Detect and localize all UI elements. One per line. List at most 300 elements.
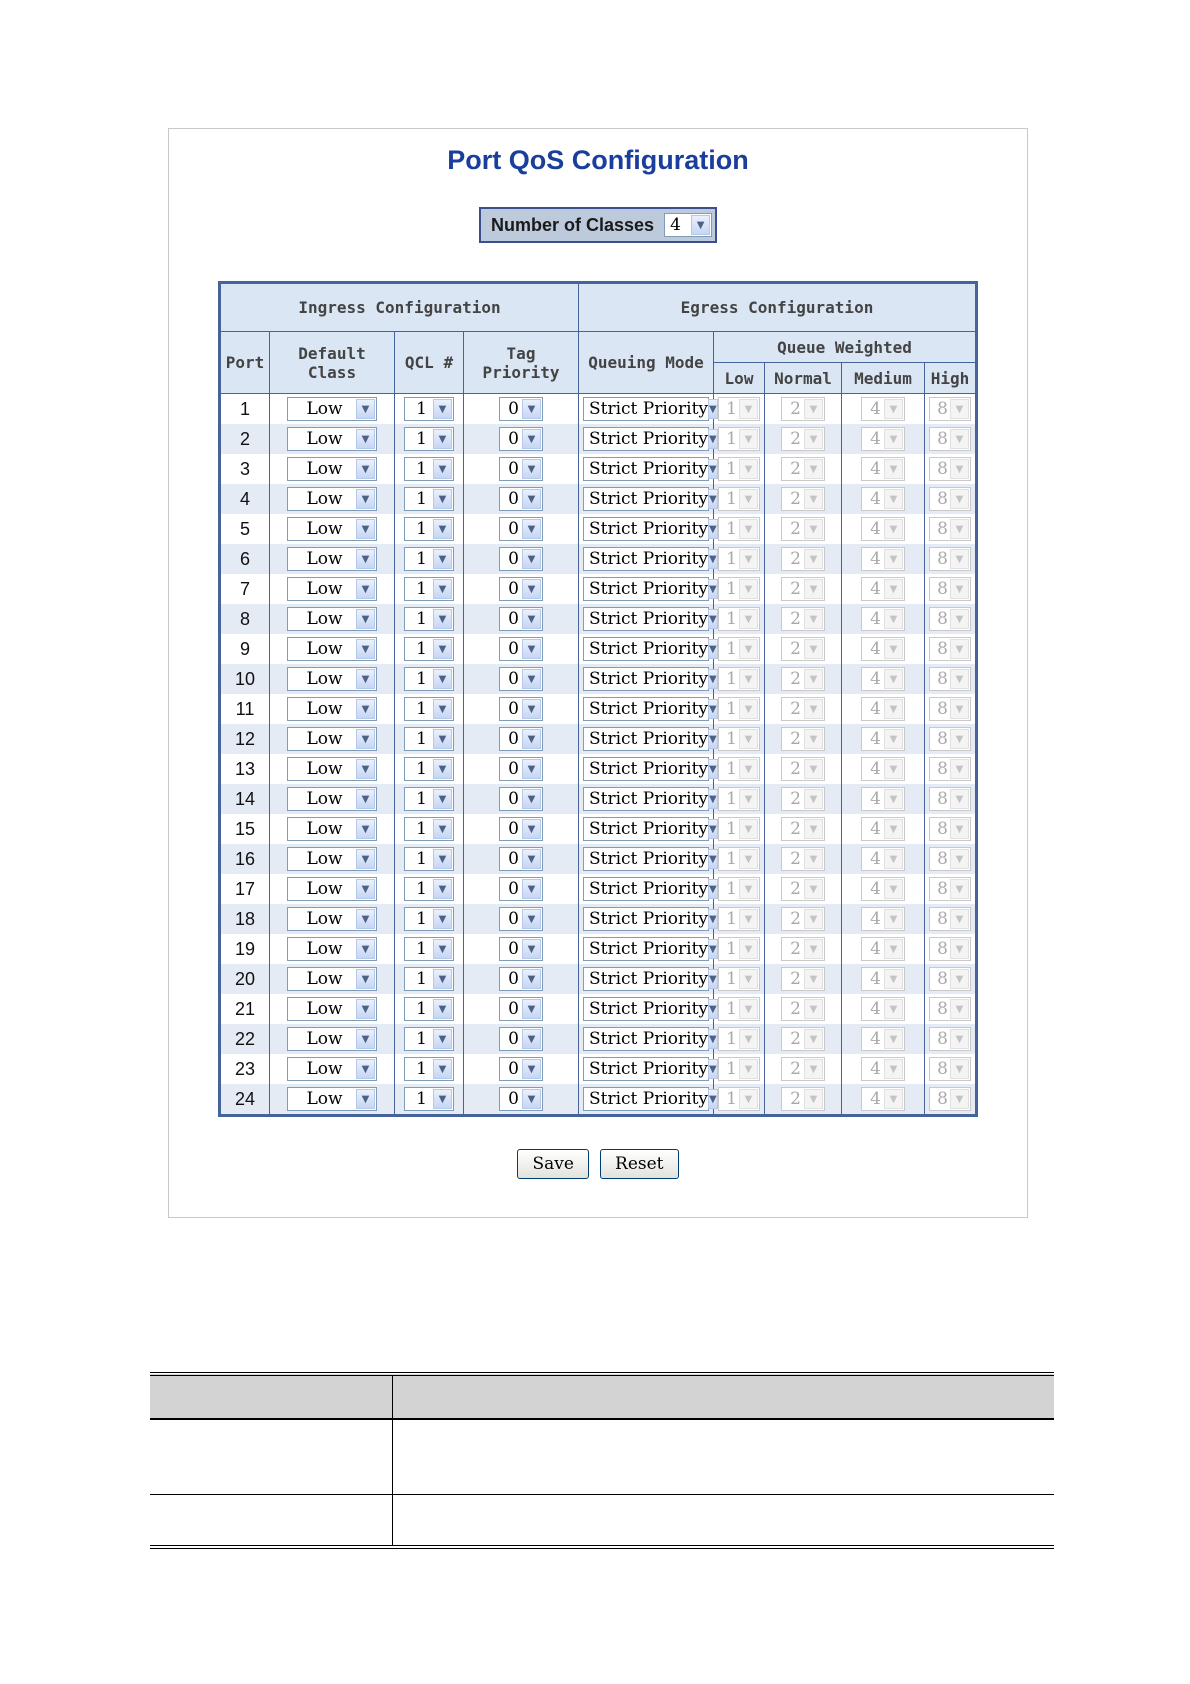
tag-priority-select[interactable] xyxy=(499,877,543,901)
default-class-select[interactable] xyxy=(287,787,377,811)
reset-button[interactable]: Reset xyxy=(600,1149,678,1179)
queuing-mode-select[interactable] xyxy=(583,787,717,811)
low-weight-select-value: 1 xyxy=(726,849,737,869)
qcl-select[interactable] xyxy=(404,517,454,541)
default-class-select[interactable] xyxy=(287,817,377,841)
tag-priority-select-value: 0 xyxy=(508,849,519,869)
chevron-down-icon: ▼ xyxy=(804,429,823,449)
tag-priority-select-value: 0 xyxy=(508,729,519,749)
low-weight-select xyxy=(718,547,760,571)
low-weight-select xyxy=(718,817,760,841)
port-qos-table xyxy=(218,281,978,1117)
high-weight-select xyxy=(929,457,971,481)
medium-weight-select xyxy=(861,637,905,661)
port-number: 17 xyxy=(220,874,270,904)
queuing-mode-select[interactable] xyxy=(583,847,717,871)
chevron-down-icon: ▼ xyxy=(433,729,452,749)
normal-weight-select xyxy=(781,1027,825,1051)
default-class-select[interactable] xyxy=(287,907,377,931)
chevron-down-icon: ▼ xyxy=(522,1089,541,1109)
low-weight-select xyxy=(718,697,760,721)
chevron-down-icon: ▼ xyxy=(356,939,375,959)
queuing-mode-select[interactable] xyxy=(583,757,717,781)
low-weight-select xyxy=(718,667,760,691)
high-weight-select-value: 8 xyxy=(937,909,948,929)
qcl-column-header: QCL # xyxy=(395,332,464,394)
chevron-down-icon: ▼ xyxy=(356,759,375,779)
tag-priority-column-header: Tag Priority xyxy=(464,332,579,394)
qcl-select[interactable] xyxy=(404,487,454,511)
chevron-down-icon: ▼ xyxy=(522,489,541,509)
tag-priority-select[interactable] xyxy=(499,487,543,511)
description-row xyxy=(150,1495,1054,1548)
qcl-select[interactable] xyxy=(404,997,454,1021)
low-weight-column-header: Low xyxy=(714,363,765,394)
high-weight-select-value: 8 xyxy=(937,549,948,569)
tag-priority-select-value: 0 xyxy=(508,639,519,659)
high-weight-select xyxy=(929,787,971,811)
port-qos-panel xyxy=(168,128,1028,1218)
default-class-select-value: Low xyxy=(306,429,343,449)
medium-weight-select-value: 4 xyxy=(870,579,881,599)
qcl-select[interactable] xyxy=(404,1087,454,1111)
chevron-down-icon: ▼ xyxy=(884,699,903,719)
chevron-down-icon: ▼ xyxy=(950,489,969,509)
port-number: 19 xyxy=(220,934,270,964)
default-class-select[interactable] xyxy=(287,457,377,481)
tag-priority-select-value: 0 xyxy=(508,579,519,599)
queuing-mode-select[interactable] xyxy=(583,547,717,571)
tag-priority-select[interactable] xyxy=(499,457,543,481)
low-weight-select-value: 1 xyxy=(726,609,737,629)
qcl-select[interactable] xyxy=(404,817,454,841)
chevron-down-icon: ▼ xyxy=(433,759,452,779)
default-class-select[interactable] xyxy=(287,1027,377,1051)
chevron-down-icon: ▼ xyxy=(739,489,758,509)
tag-priority-select[interactable] xyxy=(499,817,543,841)
chevron-down-icon: ▼ xyxy=(356,399,375,419)
queuing-mode-select[interactable] xyxy=(583,457,717,481)
tag-priority-select[interactable] xyxy=(499,667,543,691)
chevron-down-icon: ▼ xyxy=(522,579,541,599)
chevron-down-icon: ▼ xyxy=(804,849,823,869)
table-row xyxy=(220,724,977,754)
qcl-select[interactable] xyxy=(404,787,454,811)
chevron-down-icon: ▼ xyxy=(356,729,375,749)
chevron-down-icon: ▼ xyxy=(356,639,375,659)
tag-priority-select-value: 0 xyxy=(508,1029,519,1049)
chevron-down-icon: ▼ xyxy=(522,759,541,779)
high-weight-select-value: 8 xyxy=(937,849,948,869)
tag-priority-select[interactable] xyxy=(499,967,543,991)
high-weight-select xyxy=(929,1027,971,1051)
low-weight-select-value: 1 xyxy=(726,519,737,539)
chevron-down-icon: ▼ xyxy=(708,819,718,839)
queuing-mode-select[interactable] xyxy=(583,907,717,931)
chevron-down-icon: ▼ xyxy=(804,579,823,599)
tag-priority-select[interactable] xyxy=(499,397,543,421)
qcl-select-value: 1 xyxy=(416,729,427,749)
low-weight-select-value: 1 xyxy=(726,819,737,839)
port-number: 10 xyxy=(220,664,270,694)
chevron-down-icon: ▼ xyxy=(739,819,758,839)
default-class-select-value: Low xyxy=(306,789,343,809)
high-weight-select-value: 8 xyxy=(937,519,948,539)
tag-priority-select-value: 0 xyxy=(508,429,519,449)
tag-priority-select[interactable] xyxy=(499,727,543,751)
table-row xyxy=(220,544,977,574)
chevron-down-icon: ▼ xyxy=(739,1089,758,1109)
qcl-select[interactable] xyxy=(404,607,454,631)
queuing-mode-select[interactable] xyxy=(583,517,717,541)
chevron-down-icon: ▼ xyxy=(356,579,375,599)
table-row xyxy=(220,454,977,484)
queuing-mode-select[interactable] xyxy=(583,1087,717,1111)
queuing-mode-select-value: Strict Priority xyxy=(589,459,709,479)
chevron-down-icon: ▼ xyxy=(356,429,375,449)
chevron-down-icon: ▼ xyxy=(884,729,903,749)
chevron-down-icon: ▼ xyxy=(433,489,452,509)
normal-weight-select xyxy=(781,667,825,691)
low-weight-select-value: 1 xyxy=(726,1059,737,1079)
default-class-select[interactable] xyxy=(287,1057,377,1081)
chevron-down-icon: ▼ xyxy=(739,579,758,599)
tag-priority-select[interactable] xyxy=(499,547,543,571)
default-class-select[interactable] xyxy=(287,547,377,571)
queuing-mode-select[interactable] xyxy=(583,997,717,1021)
default-class-select[interactable] xyxy=(287,757,377,781)
high-weight-select-value: 8 xyxy=(937,879,948,899)
chevron-down-icon: ▼ xyxy=(950,429,969,449)
chevron-down-icon: ▼ xyxy=(708,519,718,539)
chevron-down-icon: ▼ xyxy=(356,1029,375,1049)
medium-weight-select xyxy=(861,517,905,541)
medium-weight-select-value: 4 xyxy=(870,549,881,569)
chevron-down-icon: ▼ xyxy=(739,399,758,419)
description-table xyxy=(150,1372,1054,1549)
chevron-down-icon: ▼ xyxy=(804,399,823,419)
qcl-select[interactable] xyxy=(404,757,454,781)
default-class-select[interactable] xyxy=(287,427,377,451)
chevron-down-icon: ▼ xyxy=(739,1029,758,1049)
chevron-down-icon: ▼ xyxy=(356,549,375,569)
chevron-down-icon: ▼ xyxy=(356,909,375,929)
tag-priority-select[interactable] xyxy=(499,907,543,931)
qcl-select[interactable] xyxy=(404,397,454,421)
queuing-mode-select[interactable] xyxy=(583,667,717,691)
chevron-down-icon: ▼ xyxy=(950,909,969,929)
qcl-select-value: 1 xyxy=(416,609,427,629)
low-weight-select-value: 1 xyxy=(726,669,737,689)
default-class-select[interactable] xyxy=(287,667,377,691)
normal-weight-select-value: 2 xyxy=(790,939,801,959)
chevron-down-icon: ▼ xyxy=(433,399,452,419)
qcl-select-value: 1 xyxy=(416,999,427,1019)
port-number: 20 xyxy=(220,964,270,994)
chevron-down-icon: ▼ xyxy=(950,519,969,539)
high-weight-select-value: 8 xyxy=(937,939,948,959)
chevron-down-icon: ▼ xyxy=(950,999,969,1019)
port-number: 24 xyxy=(220,1084,270,1116)
low-weight-select-value: 1 xyxy=(726,909,737,929)
normal-weight-select-value: 2 xyxy=(790,579,801,599)
tag-priority-select-value: 0 xyxy=(508,819,519,839)
tag-priority-select[interactable] xyxy=(499,787,543,811)
low-weight-select xyxy=(718,787,760,811)
chevron-down-icon: ▼ xyxy=(739,459,758,479)
chevron-down-icon: ▼ xyxy=(739,1059,758,1079)
default-class-select[interactable] xyxy=(287,847,377,871)
chevron-down-icon: ▼ xyxy=(522,969,541,989)
chevron-down-icon: ▼ xyxy=(739,999,758,1019)
chevron-down-icon: ▼ xyxy=(739,849,758,869)
low-weight-select xyxy=(718,637,760,661)
medium-weight-select-value: 4 xyxy=(870,1029,881,1049)
table-row xyxy=(220,394,977,425)
tag-priority-select-value: 0 xyxy=(508,1059,519,1079)
chevron-down-icon: ▼ xyxy=(884,519,903,539)
chevron-down-icon: ▼ xyxy=(884,939,903,959)
qcl-select-value: 1 xyxy=(416,699,427,719)
default-class-select-value: Low xyxy=(306,639,343,659)
qcl-select-value: 1 xyxy=(416,639,427,659)
qcl-select[interactable] xyxy=(404,667,454,691)
medium-weight-select-value: 4 xyxy=(870,939,881,959)
queuing-mode-select[interactable] xyxy=(583,877,717,901)
normal-weight-select xyxy=(781,727,825,751)
table-row xyxy=(220,604,977,634)
chevron-down-icon: ▼ xyxy=(522,1059,541,1079)
chevron-down-icon: ▼ xyxy=(433,459,452,479)
chevron-down-icon: ▼ xyxy=(433,819,452,839)
chevron-down-icon: ▼ xyxy=(708,489,718,509)
qcl-select-value: 1 xyxy=(416,939,427,959)
default-class-select[interactable] xyxy=(287,997,377,1021)
chevron-down-icon: ▼ xyxy=(708,609,718,629)
qcl-select[interactable] xyxy=(404,967,454,991)
tag-priority-select[interactable] xyxy=(499,637,543,661)
chevron-down-icon: ▼ xyxy=(804,909,823,929)
default-class-select-value: Low xyxy=(306,459,343,479)
default-class-select[interactable] xyxy=(287,1087,377,1111)
port-column-header: Port xyxy=(220,332,270,394)
default-class-select-value: Low xyxy=(306,489,343,509)
queuing-mode-select[interactable] xyxy=(583,487,717,511)
tag-priority-select[interactable] xyxy=(499,427,543,451)
chevron-down-icon: ▼ xyxy=(739,759,758,779)
normal-weight-select xyxy=(781,637,825,661)
qcl-select-value: 1 xyxy=(416,969,427,989)
tag-priority-select[interactable] xyxy=(499,1087,543,1111)
medium-weight-select xyxy=(861,907,905,931)
chevron-down-icon: ▼ xyxy=(739,429,758,449)
default-class-select[interactable] xyxy=(287,577,377,601)
chevron-down-icon: ▼ xyxy=(433,909,452,929)
normal-weight-select-value: 2 xyxy=(790,429,801,449)
default-class-select[interactable] xyxy=(287,487,377,511)
description-header-row xyxy=(150,1374,1054,1419)
chevron-down-icon: ▼ xyxy=(950,1029,969,1049)
default-class-select[interactable] xyxy=(287,937,377,961)
queuing-mode-select[interactable] xyxy=(583,1057,717,1081)
high-weight-select-value: 8 xyxy=(937,579,948,599)
qcl-select-value: 1 xyxy=(416,579,427,599)
tag-priority-select[interactable] xyxy=(499,937,543,961)
medium-weight-select xyxy=(861,697,905,721)
qcl-select[interactable] xyxy=(404,1057,454,1081)
medium-weight-select xyxy=(861,877,905,901)
number-of-classes-select[interactable] xyxy=(664,213,712,237)
chevron-down-icon: ▼ xyxy=(884,489,903,509)
low-weight-select xyxy=(718,607,760,631)
chevron-down-icon: ▼ xyxy=(433,999,452,1019)
chevron-down-icon: ▼ xyxy=(739,939,758,959)
queuing-mode-select[interactable] xyxy=(583,577,717,601)
normal-weight-select-value: 2 xyxy=(790,849,801,869)
default-class-select[interactable] xyxy=(287,637,377,661)
default-class-select-value: Low xyxy=(306,699,343,719)
default-class-select[interactable] xyxy=(287,967,377,991)
default-class-select-value: Low xyxy=(306,909,343,929)
normal-weight-select xyxy=(781,997,825,1021)
qcl-select-value: 1 xyxy=(416,549,427,569)
port-number: 6 xyxy=(220,544,270,574)
tag-priority-select-value: 0 xyxy=(508,459,519,479)
chevron-down-icon: ▼ xyxy=(708,459,718,479)
table-row xyxy=(220,634,977,664)
tag-priority-select-value: 0 xyxy=(508,939,519,959)
default-class-select[interactable] xyxy=(287,397,377,421)
chevron-down-icon: ▼ xyxy=(708,909,718,929)
high-weight-select xyxy=(929,607,971,631)
normal-weight-select-value: 2 xyxy=(790,1089,801,1109)
queuing-mode-select[interactable] xyxy=(583,937,717,961)
qcl-select-value: 1 xyxy=(416,879,427,899)
chevron-down-icon: ▼ xyxy=(522,399,541,419)
qcl-select[interactable] xyxy=(404,877,454,901)
tag-priority-select[interactable] xyxy=(499,847,543,871)
tag-priority-select-value: 0 xyxy=(508,669,519,689)
normal-weight-select-value: 2 xyxy=(790,759,801,779)
queuing-mode-select[interactable] xyxy=(583,967,717,991)
high-weight-select xyxy=(929,397,971,421)
qcl-select[interactable] xyxy=(404,637,454,661)
low-weight-select-value: 1 xyxy=(726,759,737,779)
queuing-mode-select[interactable] xyxy=(583,637,717,661)
low-weight-select-value: 1 xyxy=(726,579,737,599)
default-class-select[interactable] xyxy=(287,697,377,721)
chevron-down-icon: ▼ xyxy=(708,669,718,689)
queuing-mode-select[interactable] xyxy=(583,817,717,841)
high-weight-select-value: 8 xyxy=(937,459,948,479)
tag-priority-select[interactable] xyxy=(499,697,543,721)
chevron-down-icon: ▼ xyxy=(804,639,823,659)
tag-priority-select[interactable] xyxy=(499,517,543,541)
chevron-down-icon: ▼ xyxy=(708,969,718,989)
chevron-down-icon: ▼ xyxy=(433,549,452,569)
queuing-mode-select[interactable] xyxy=(583,1027,717,1051)
qcl-select[interactable] xyxy=(404,577,454,601)
qcl-select[interactable] xyxy=(404,727,454,751)
low-weight-select xyxy=(718,847,760,871)
normal-weight-select-value: 2 xyxy=(790,999,801,1019)
chevron-down-icon: ▼ xyxy=(433,609,452,629)
tag-priority-select[interactable] xyxy=(499,1027,543,1051)
tag-priority-select[interactable] xyxy=(499,997,543,1021)
save-button[interactable]: Save xyxy=(517,1149,588,1179)
queuing-mode-select-value: Strict Priority xyxy=(589,1089,709,1109)
port-number: 5 xyxy=(220,514,270,544)
high-weight-select-value: 8 xyxy=(937,729,948,749)
qcl-select[interactable] xyxy=(404,907,454,931)
qcl-select[interactable] xyxy=(404,457,454,481)
chevron-down-icon: ▼ xyxy=(522,609,541,629)
default-class-select[interactable] xyxy=(287,877,377,901)
medium-weight-select xyxy=(861,997,905,1021)
chevron-down-icon: ▼ xyxy=(433,1089,452,1109)
default-class-select[interactable] xyxy=(287,727,377,751)
medium-weight-column-header: Medium xyxy=(842,363,925,394)
qcl-select[interactable] xyxy=(404,427,454,451)
chevron-down-icon: ▼ xyxy=(708,399,718,419)
queuing-mode-select-value: Strict Priority xyxy=(589,1029,709,1049)
low-weight-select xyxy=(718,397,760,421)
default-class-select[interactable] xyxy=(287,517,377,541)
tag-priority-select[interactable] xyxy=(499,577,543,601)
egress-configuration-header: Egress Configuration xyxy=(579,283,977,332)
chevron-down-icon: ▼ xyxy=(356,669,375,689)
qcl-select[interactable] xyxy=(404,937,454,961)
chevron-down-icon: ▼ xyxy=(356,1059,375,1079)
medium-weight-select xyxy=(861,1027,905,1051)
table-row xyxy=(220,664,977,694)
table-row xyxy=(220,1084,977,1116)
queuing-mode-select[interactable] xyxy=(583,697,717,721)
qcl-select[interactable] xyxy=(404,547,454,571)
default-class-select-value: Low xyxy=(306,519,343,539)
queuing-mode-select[interactable] xyxy=(583,727,717,751)
high-weight-select xyxy=(929,547,971,571)
queuing-mode-select[interactable] xyxy=(583,397,717,421)
queuing-mode-select-value: Strict Priority xyxy=(589,759,709,779)
tag-priority-select[interactable] xyxy=(499,1057,543,1081)
chevron-down-icon: ▼ xyxy=(804,1059,823,1079)
qcl-select[interactable] xyxy=(404,1027,454,1051)
high-weight-select xyxy=(929,577,971,601)
queuing-mode-select-value: Strict Priority xyxy=(589,729,709,749)
queuing-mode-select-value: Strict Priority xyxy=(589,849,709,869)
queuing-mode-select-value: Strict Priority xyxy=(589,549,709,569)
chevron-down-icon: ▼ xyxy=(739,519,758,539)
chevron-down-icon: ▼ xyxy=(950,579,969,599)
tag-priority-select-value: 0 xyxy=(508,1089,519,1109)
queuing-mode-select-value: Strict Priority xyxy=(589,969,709,989)
queuing-mode-select-value: Strict Priority xyxy=(589,429,709,449)
normal-weight-select xyxy=(781,517,825,541)
tag-priority-select[interactable] xyxy=(499,757,543,781)
chevron-down-icon: ▼ xyxy=(356,969,375,989)
high-weight-select xyxy=(929,637,971,661)
table-row xyxy=(220,844,977,874)
queuing-mode-select[interactable] xyxy=(583,607,717,631)
queuing-mode-select[interactable] xyxy=(583,427,717,451)
qcl-select-value: 1 xyxy=(416,759,427,779)
normal-weight-select xyxy=(781,907,825,931)
tag-priority-select[interactable] xyxy=(499,607,543,631)
qcl-select[interactable] xyxy=(404,697,454,721)
qcl-select[interactable] xyxy=(404,847,454,871)
default-class-select[interactable] xyxy=(287,607,377,631)
